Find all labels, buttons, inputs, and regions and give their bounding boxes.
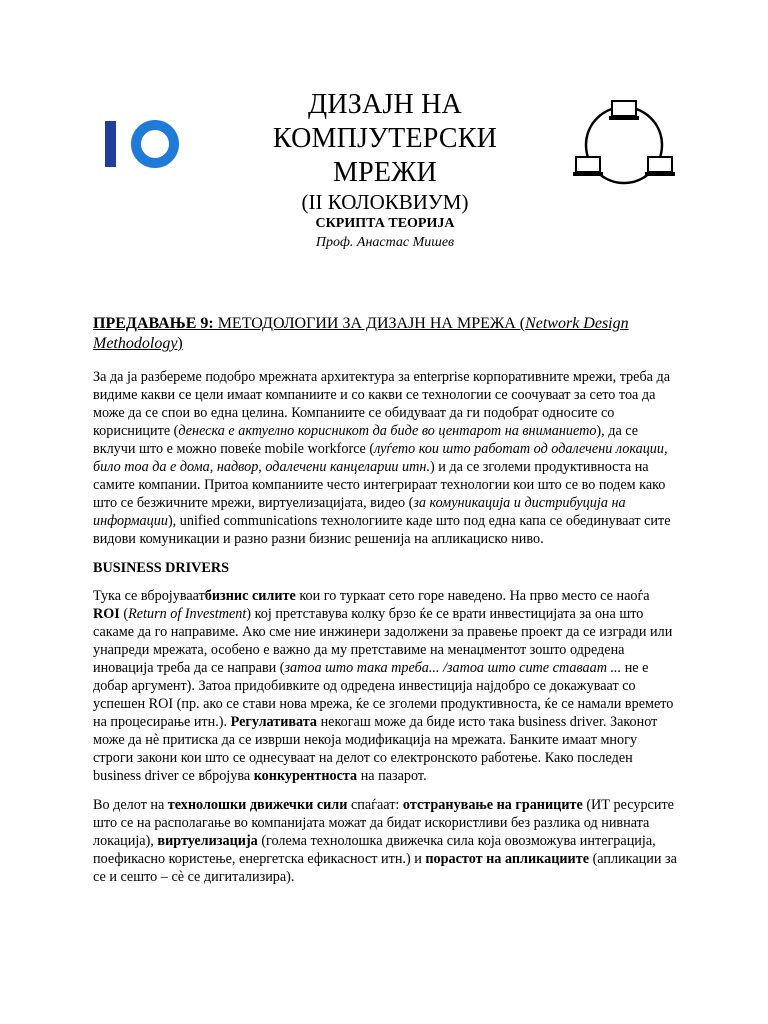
- italic-text: Return of Investment: [128, 606, 247, 622]
- network-laptops-icon: [568, 95, 680, 195]
- title-line-3: МРЕЖИ: [333, 157, 437, 188]
- text: на пазарот.: [357, 768, 427, 784]
- bold-text: технолошки движечки сили: [167, 797, 348, 813]
- text: ), да се вклучи што е можно повеќе mobile workforce (: [93, 423, 639, 457]
- bold-text: ROI: [93, 606, 120, 622]
- document-body: [93, 314, 678, 897]
- subtitle: (II КОЛОКВИУМ): [301, 190, 469, 214]
- bold-text: порастот на апликациите: [425, 851, 590, 867]
- text: (апликации за се и сешто – сè се дигитализира).: [93, 851, 677, 885]
- title-line-1: ДИЗАЈН НА: [308, 89, 462, 120]
- text: ) кој претставува колку брзо ќе се врати инвестицијата за она што сакаме да го направиме. Ако сме ние инжинери задолжени за правење проект да се изгради или унапреди мрежата, особено е важно да му претставиме на менаџментот зошто одредена иновација треба да се направи (: [93, 606, 673, 676]
- lecture-prefix: ПРЕДАВАЊЕ 9:: [93, 315, 214, 332]
- italic-text: затоа што така треба... /затоа што сите ставаат ...: [284, 660, 622, 676]
- text: Тука се вбројуваат: [93, 588, 205, 604]
- lecture-heading: [93, 314, 678, 354]
- lecture-title-en: Network Design Methodology: [93, 315, 629, 352]
- professor-name: Проф. Анастас Мишев: [315, 235, 455, 250]
- text: ), unified communications технологиите каде што под една капа се обединуваат сите видови комуникации и разно разни бизнис решенија на апликациско ниво.: [93, 513, 671, 547]
- text: (ИТ ресурсите што се на располагање во компанијата можат да бидат искористливи без разлика од нивната локација),: [93, 797, 674, 849]
- lecture-heading-underlined: [93, 315, 629, 352]
- paragraph-intro: [93, 368, 678, 548]
- io-logo: [93, 95, 193, 190]
- title-line-2: КОМПЈУТЕРСКИ: [272, 123, 498, 154]
- text: За да ја разбереме подобро мрежната архитектура за enterprise корпоративните мрежи, треба да видиме какви се цели имаат компаниите и со какви се технологии се соочуваат за сето тоа да може да се спои во една целина. Компаниите се обидуваат да ги подобрат односите со корисниците (: [93, 369, 671, 439]
- text: спаѓаат:: [347, 797, 403, 813]
- lecture-title: МЕТОДОЛОГИИ ЗА ДИЗАЈН НА МРЕЖА (: [213, 315, 526, 332]
- bold-text: конкурентноста: [253, 768, 358, 784]
- paragraph-business-drivers: [93, 587, 678, 785]
- italic-text: за комуникација и дистрибуција на информации: [93, 495, 626, 529]
- bold-text: отстранување на границите: [402, 797, 583, 813]
- bold-text: виртуелизација: [157, 833, 258, 849]
- lecture-close: ): [177, 335, 183, 352]
- text: ) и да се зголеми продуктивноста на самите компании. Притоа компаниите често интегрираат технологии кои што се во подем како што се безжичните мрежи, виртуелизацијата, видео (: [93, 459, 666, 511]
- logo-o-ring: [136, 125, 174, 163]
- paragraph-technology-drivers: [93, 796, 678, 886]
- bold-text: Регулативата: [230, 714, 318, 730]
- section-heading-business-drivers: BUSINESS DRIVERS: [93, 560, 230, 576]
- text: кои го туркаат сето горе наведено. На прво место се наоѓа: [295, 588, 650, 604]
- italic-text: луѓето кои што работат од одалечени локации, било тоа да е дома, надвор, одалечени канцеларии итн.: [93, 441, 668, 475]
- text: Во делот на: [93, 797, 168, 813]
- text: (: [119, 606, 129, 622]
- io-logo-graphic: [93, 95, 193, 190]
- text: (голема технолошка движечка сила која овозможува интеграција, поефикасно користење, енергетска ефикасност итн.) и: [93, 833, 656, 867]
- italic-text: денеска е актуелно корисникот да биде во центарот на вниманието: [178, 423, 597, 439]
- script-label: СКРИПТА ТЕОРИЈА: [315, 216, 455, 231]
- logo-i-bar: [105, 121, 116, 167]
- bold-text: бизнис силите: [204, 588, 296, 604]
- document-header: [230, 88, 540, 252]
- text: некогаш може да биде исто така business driver. Законот може да нè притиска да се изврши некоја модификација на мрежата. Банките имаат многу строги закони кои што се однесуваат на делот со електронското работење. Како последен business driver се вбројува: [93, 714, 658, 784]
- text: не е добар аргумент). Затоа придобивките од одредена инвестиција најдобро се докажуваат со успешен ROI (пр. ако се стави нова мрежа, ќе се зголеми продуктивноста, ќе се намали времето на процесирање итн.).: [93, 660, 674, 730]
